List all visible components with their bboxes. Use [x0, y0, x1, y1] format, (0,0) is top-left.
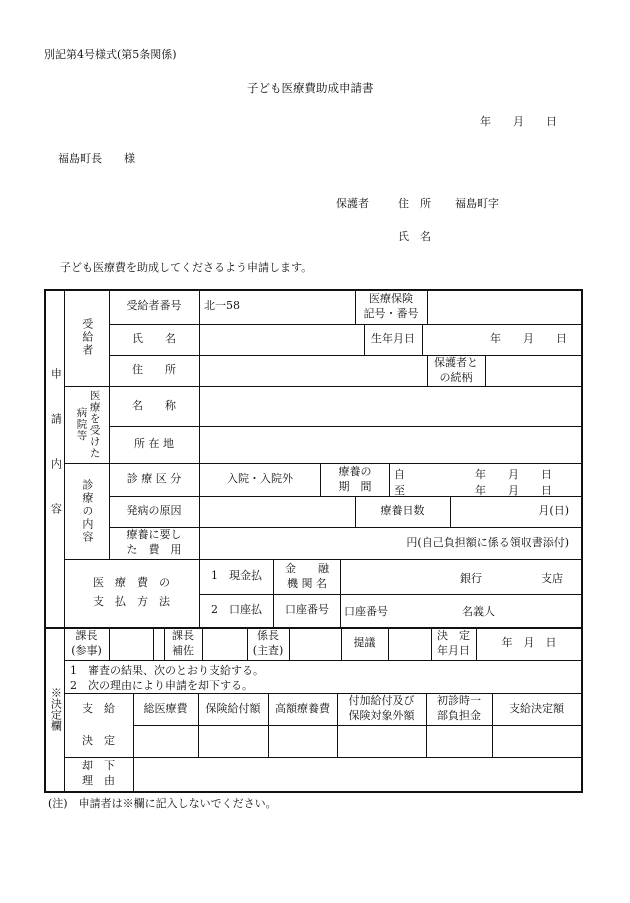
reject-reason-label-line1: 却 下	[82, 759, 115, 773]
payment-method-label-line2: 支 払 方 法	[93, 595, 170, 608]
col-extra-benefit-line2: 保険対象外額	[348, 709, 415, 722]
cost-label-line2: た 費 用	[126, 543, 182, 556]
decision-option-reject[interactable]: 2 次の理由により申請を却下する。	[70, 679, 253, 692]
col-extra-benefit-line1: 付加給付及び	[348, 694, 415, 708]
application-form-table	[44, 289, 583, 793]
decision-option-pay[interactable]: 1 審査の結果、次のとおり支給する。	[70, 664, 264, 677]
col-insurance-benefit: 保険給付額	[205, 701, 261, 715]
bank-label-line1: 金 融	[285, 561, 329, 575]
hospital-location-label: 所 在 地	[134, 437, 174, 451]
treatment-period-label-line1: 療養の	[338, 464, 372, 478]
reject-reason-label	[64, 757, 133, 791]
table-border-right	[581, 289, 583, 793]
decide-label: 決 定	[82, 733, 115, 747]
birth-label: 生年月日	[371, 332, 415, 346]
cost-field[interactable]: 円(自己負担額に係る領収書添付)	[406, 535, 569, 549]
hospital-name-label: 名 称	[132, 398, 176, 412]
section-head-label-line1: 係長	[257, 628, 279, 642]
payment-method-label	[64, 559, 199, 627]
application-statement: 子ども医療費を助成してくださるよう申請します。	[60, 261, 313, 274]
col-first-visit-line2: 部負担金	[437, 709, 481, 722]
bank-unit[interactable]: 銀行	[460, 572, 482, 585]
account-holder-field[interactable]: 名義人	[462, 605, 495, 618]
treatment-category-label: 診 療 区 分	[126, 472, 182, 486]
period-to-date[interactable]: 年 月 日	[475, 484, 552, 497]
col-first-visit-line1: 初診時一	[437, 694, 481, 708]
divider	[64, 660, 583, 661]
col-high-cost: 高額療養費	[275, 701, 330, 715]
decision-date-label-line1: 決 定	[437, 628, 470, 642]
col-extra-benefit	[337, 693, 426, 725]
assistant-stamp-field[interactable]	[203, 627, 247, 660]
birth-date-field[interactable]: 年 月 日	[490, 332, 567, 346]
period-from-label: 自	[394, 468, 405, 481]
relation-field[interactable]	[486, 355, 581, 386]
account-number-label: 口座番号	[285, 603, 329, 617]
treatment-period-label-line2: 期 間	[338, 479, 372, 493]
insurance-number-field[interactable]	[428, 289, 581, 324]
addressee: 福島町長 様	[58, 152, 135, 165]
proposal-label: 提議	[353, 636, 376, 650]
period-to-label: 至	[394, 484, 405, 497]
proposal-stamp-field[interactable]	[389, 627, 431, 660]
bank-label	[274, 559, 340, 594]
recipient-name-label: 氏 名	[132, 332, 176, 346]
extra-benefit-field[interactable]	[338, 726, 426, 757]
footnote: (注) 申請者は※欄に記入しないでください。	[48, 797, 277, 810]
insurance-label-line2: 記号・番号	[363, 306, 419, 320]
assistant-label	[164, 627, 202, 660]
date-line[interactable]: 年 月 日	[480, 115, 557, 128]
guardian-address-field[interactable]: 福島町字	[455, 197, 499, 210]
hospital-name-field[interactable]	[200, 386, 581, 426]
chief-stamp-field[interactable]	[110, 627, 153, 660]
decision-date-label-line2: 年月日	[437, 643, 470, 657]
divider	[340, 559, 341, 627]
period-from-date[interactable]: 年 月 日	[475, 468, 552, 481]
recipient-number-label: 受給者番号	[126, 299, 182, 313]
chief-label	[64, 627, 109, 660]
assistant-label-line2: 補佐	[172, 643, 194, 657]
recipient-address-label: 住 所	[132, 363, 176, 377]
insurance-label	[355, 289, 427, 324]
relation-label-line2: の続柄	[439, 370, 473, 384]
hospital-location-field[interactable]	[200, 426, 581, 463]
first-visit-field[interactable]	[427, 726, 492, 757]
treatment-period-label	[321, 463, 389, 496]
hospital-group-label: 医療を受けた病院等	[75, 390, 101, 459]
guardian-name-label: 氏 名	[398, 230, 431, 243]
treatment-group-label: 診療の内容	[80, 478, 94, 544]
section-head-label	[247, 627, 289, 660]
account-option[interactable]: 2 口座払	[211, 603, 262, 617]
section-head-stamp-field[interactable]	[290, 627, 341, 660]
recipient-address-field[interactable]	[200, 355, 427, 386]
bank-label-line2: 機 関 名	[287, 576, 327, 590]
insurance-label-line1: 医療保険	[369, 291, 413, 305]
reject-reason-label-line2: 理 由	[82, 774, 115, 787]
divider	[153, 627, 154, 660]
decision-date-field[interactable]: 年 月 日	[501, 636, 557, 650]
payment-amount-field[interactable]	[493, 726, 581, 757]
cost-label	[109, 527, 199, 559]
chief-label-line2: (参事)	[71, 643, 102, 657]
reject-reason-field[interactable]	[134, 758, 581, 791]
recipient-number-field[interactable]: 北一58	[204, 299, 240, 313]
high-cost-field[interactable]	[269, 726, 337, 757]
insurance-benefit-field[interactable]	[199, 726, 268, 757]
guardian-address-label: 住 所	[398, 197, 431, 210]
days-label: 療養日数	[380, 504, 425, 518]
branch-unit[interactable]: 支店	[541, 572, 563, 585]
cash-option[interactable]: 1 現金払	[211, 569, 262, 583]
cost-label-line1: 療養に要し	[126, 528, 182, 542]
decision-date-label	[431, 627, 476, 660]
table-border-bottom	[44, 791, 583, 793]
assistant-label-line1: 課長	[172, 628, 194, 642]
cause-label: 発病の原因	[126, 504, 182, 518]
section-label-decision: ※決定欄	[49, 687, 63, 731]
recipient-name-field[interactable]	[200, 324, 364, 355]
chief-label-line1: 課長	[75, 628, 98, 642]
section-head-label-line2: (主査)	[252, 643, 284, 657]
col-payment-amount: 支給決定額	[509, 701, 564, 715]
divider	[389, 463, 390, 496]
form-title: 子ども医療費助成申請書	[247, 81, 374, 95]
total-medical-field[interactable]	[134, 726, 198, 757]
col-total-medical: 総医療費	[143, 701, 188, 715]
treatment-category-field[interactable]: 入院・入院外	[227, 472, 293, 486]
days-field[interactable]: 月(日)	[538, 504, 569, 518]
col-first-visit	[426, 693, 492, 725]
relation-label	[427, 355, 485, 386]
form-number: 別記第4号様式(第5条関係)	[44, 48, 177, 61]
guardian-label: 保護者	[336, 197, 369, 210]
relation-label-line1: 保護者と	[434, 355, 478, 369]
pay-label: 支 給	[82, 701, 115, 715]
payment-method-label-line1: 医 療 費 の	[93, 576, 170, 590]
cause-field[interactable]	[200, 496, 355, 527]
recipient-group-label: 受給者	[80, 318, 94, 357]
section-label-application: 申請内容	[49, 368, 63, 548]
account-number-field[interactable]: 口座番号	[344, 605, 388, 618]
